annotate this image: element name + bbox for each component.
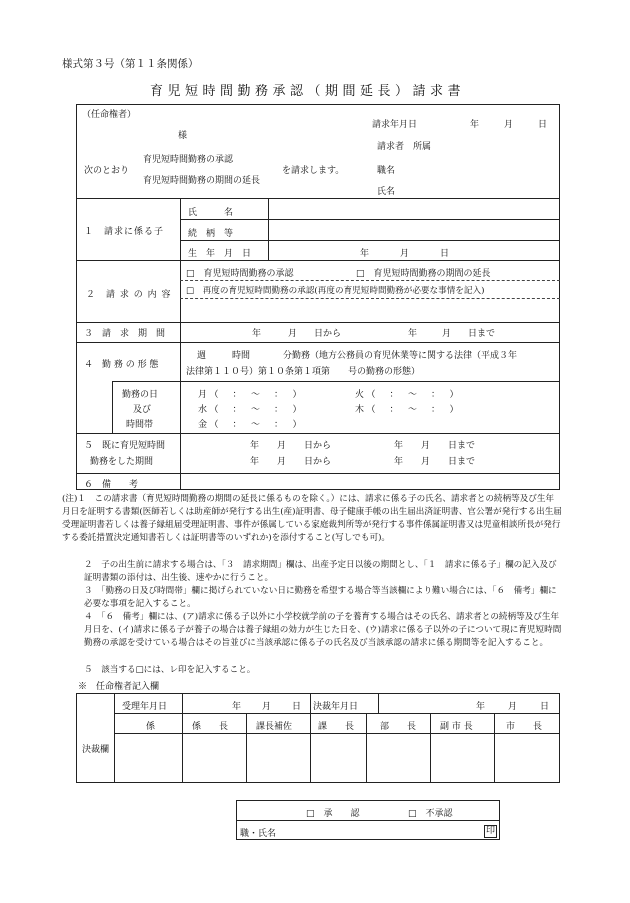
intro-right: を請求します。 (282, 166, 345, 176)
work-week: 週 (197, 351, 207, 361)
past-label-1: ５ 既に育児短時間 (84, 441, 166, 451)
child-birth-year[interactable]: 年 (360, 249, 370, 259)
past-period-row-1[interactable]: 年 月 日から 年 月 日まで (250, 441, 476, 451)
day-wednesday[interactable]: 水（ ： 〜 ： ） (198, 405, 305, 415)
note-5: ５ 該当する□には、レ印を記入すること。 (84, 665, 256, 675)
child-label: １ 請求に係る子 (84, 227, 165, 237)
note-4: ４ 「６ 備考」欄には、(ア)請求に係る子以外に小学校就学前の子を養育する場合はその氏名、請求者との続柄等及び生年月日を、(イ)請求に係る子が養子の場合は養子縁組の効力が生じた日を、(ウ)請求に係る子以外の子について現に育児短時間勤務の承認を受けている場合はその旨並びに当該承認に係る子の氏名及び当該承認の請求に係る期間等を記入すること。 (84, 612, 562, 648)
work-minutes[interactable]: 分勤務（地方公務員の育児休業等に関する法律（平成３年 (283, 351, 518, 361)
received-month[interactable]: 月 (262, 702, 272, 712)
authority-section-title: ※ 任命権者記入欄 (78, 682, 160, 692)
days-label-2: 及び (133, 405, 152, 415)
content-label: ２ 請 求 の 内 容 (86, 290, 172, 300)
col-chief: 係 長 (192, 722, 229, 732)
intro-left: 次のとおり (84, 166, 130, 176)
page-title: 育児短時間勤務承認（期間延長）請求書 (150, 84, 466, 99)
content-option-approval[interactable]: □ 育児短時間勤務の承認 (186, 269, 294, 279)
remarks-label: ６ 備 考 (84, 480, 139, 490)
decision-label: 決裁欄 (82, 745, 110, 755)
decided-month[interactable]: 月 (508, 702, 518, 712)
col-department-manager: 部 長 (380, 722, 417, 732)
received-year[interactable]: 年 (232, 702, 242, 712)
work-law[interactable]: 法律第１１０号）第１０条第１項第 号の勤務の形態） (186, 367, 421, 377)
period-start-year[interactable]: 年 (252, 329, 262, 339)
day-thursday[interactable]: 木（ ： 〜 ： ） (355, 405, 462, 415)
received-date-label: 受理年月日 (122, 702, 168, 712)
option-extension: 育児短時間勤務の期間の延長 (143, 176, 261, 186)
request-date-month[interactable]: 月 (504, 120, 514, 130)
decided-day[interactable]: 日 (540, 702, 550, 712)
authority-label: （任命権者） (82, 110, 137, 120)
child-birth-month[interactable]: 月 (400, 249, 410, 259)
col-deputy-mayor: 副 市 長 (440, 722, 473, 732)
day-tuesday[interactable]: 火（ ： 〜 ： ） (355, 390, 462, 400)
decided-date-label: 決裁年月日 (313, 702, 359, 712)
request-date-year[interactable]: 年 (470, 120, 480, 130)
work-hours[interactable]: 時間 (232, 351, 251, 361)
period-start-month[interactable]: 月 (288, 329, 298, 339)
col-mayor: 市 長 (506, 722, 543, 732)
note-2: ２ 子の出生前に請求する場合は、「３ 請求期間」欄は、出産予定日以後の期間とし、「１ 請求に係る子」欄の記入及び証明書類の添付は、出生後、速やかに行うこと。 (84, 560, 557, 583)
approve-checkbox[interactable]: □ 承 認 (306, 809, 360, 819)
reject-checkbox[interactable]: □ 不承認 (408, 809, 453, 819)
col-staff: 係 (146, 722, 156, 732)
option-approval: 育児短時間勤務の承認 (143, 155, 234, 165)
past-label-2: 勤務をした期間 (90, 457, 154, 467)
request-date-day[interactable]: 日 (538, 120, 548, 130)
child-birth-label: 生 年 月 日 (188, 249, 252, 259)
content-option-extension[interactable]: □ 育児短時間勤務の期間の延長 (356, 269, 491, 279)
received-day[interactable]: 日 (292, 702, 302, 712)
child-birth-day[interactable]: 日 (440, 249, 450, 259)
note-1: (注)１ この請求書（育児短時間勤務の期間の延長に係るものを除く。）には、請求に係る子の氏名、請求者との続柄等及び生年月日を証明する書類(医師若しくは助産師が発行する出生(産)証明書、母子健康手帳の出生届出済証明書、官公署が発行する出生届受理証明書若しくは養子縁組届受理証明書、事件が係属している家庭裁判所等が発行する事件係属証明書又は児童相談所長が発行する委託措置決定通知書若しくは証明書等のいずれか)を添付すること(写しでも可)。 (62, 494, 562, 543)
request-date-label: 請求年月日 (372, 120, 418, 130)
child-name-label: 氏 名 (188, 208, 234, 218)
day-friday[interactable]: 金（ ： 〜 ： ） (198, 420, 305, 430)
day-monday[interactable]: 月（ ： 〜 ： ） (198, 390, 305, 400)
period-end-month[interactable]: 月 (442, 329, 452, 339)
period-from: 日から (314, 329, 342, 339)
decided-year[interactable]: 年 (476, 702, 486, 712)
seal-label: 印 (486, 826, 496, 836)
days-label-3: 時間帯 (126, 420, 154, 430)
days-label-1: 勤務の日 (122, 390, 159, 400)
requester-affiliation[interactable]: 請求者 所属 (377, 142, 432, 152)
requester-job[interactable]: 職名 (377, 166, 396, 176)
form-of-work-label: ４ 勤 務 の 形 態 (84, 360, 159, 370)
past-period-row-2[interactable]: 年 月 日から 年 月 日まで (250, 457, 476, 467)
approver-name-label: 職・氏名 (240, 829, 277, 839)
period-end-year[interactable]: 年 (408, 329, 418, 339)
col-section-manager: 課 長 (318, 722, 355, 732)
sama-label: 様 (178, 131, 188, 141)
form-number: 様式第３号（第１１条関係） (62, 58, 199, 70)
period-label: ３ 請 求 期 間 (84, 329, 166, 339)
requester-name[interactable]: 氏名 (377, 187, 396, 197)
period-to: 日まで (468, 329, 496, 339)
content-option-reapproval[interactable]: □ 再度の育児短時間勤務の承認(再度の育児短時間勤務が必要な事情を記入) (186, 286, 485, 296)
col-assistant-manager: 課長補佐 (256, 722, 293, 732)
note-3: ３ 「勤務の日及び時間帯」欄に掲げられていない日に勤務を希望する場合等当該欄により難い場合には、「６ 備考」欄に必要な事項を記入すること。 (84, 586, 557, 609)
seal-mark (484, 825, 497, 838)
child-relation-label: 続 柄 等 (188, 229, 234, 239)
